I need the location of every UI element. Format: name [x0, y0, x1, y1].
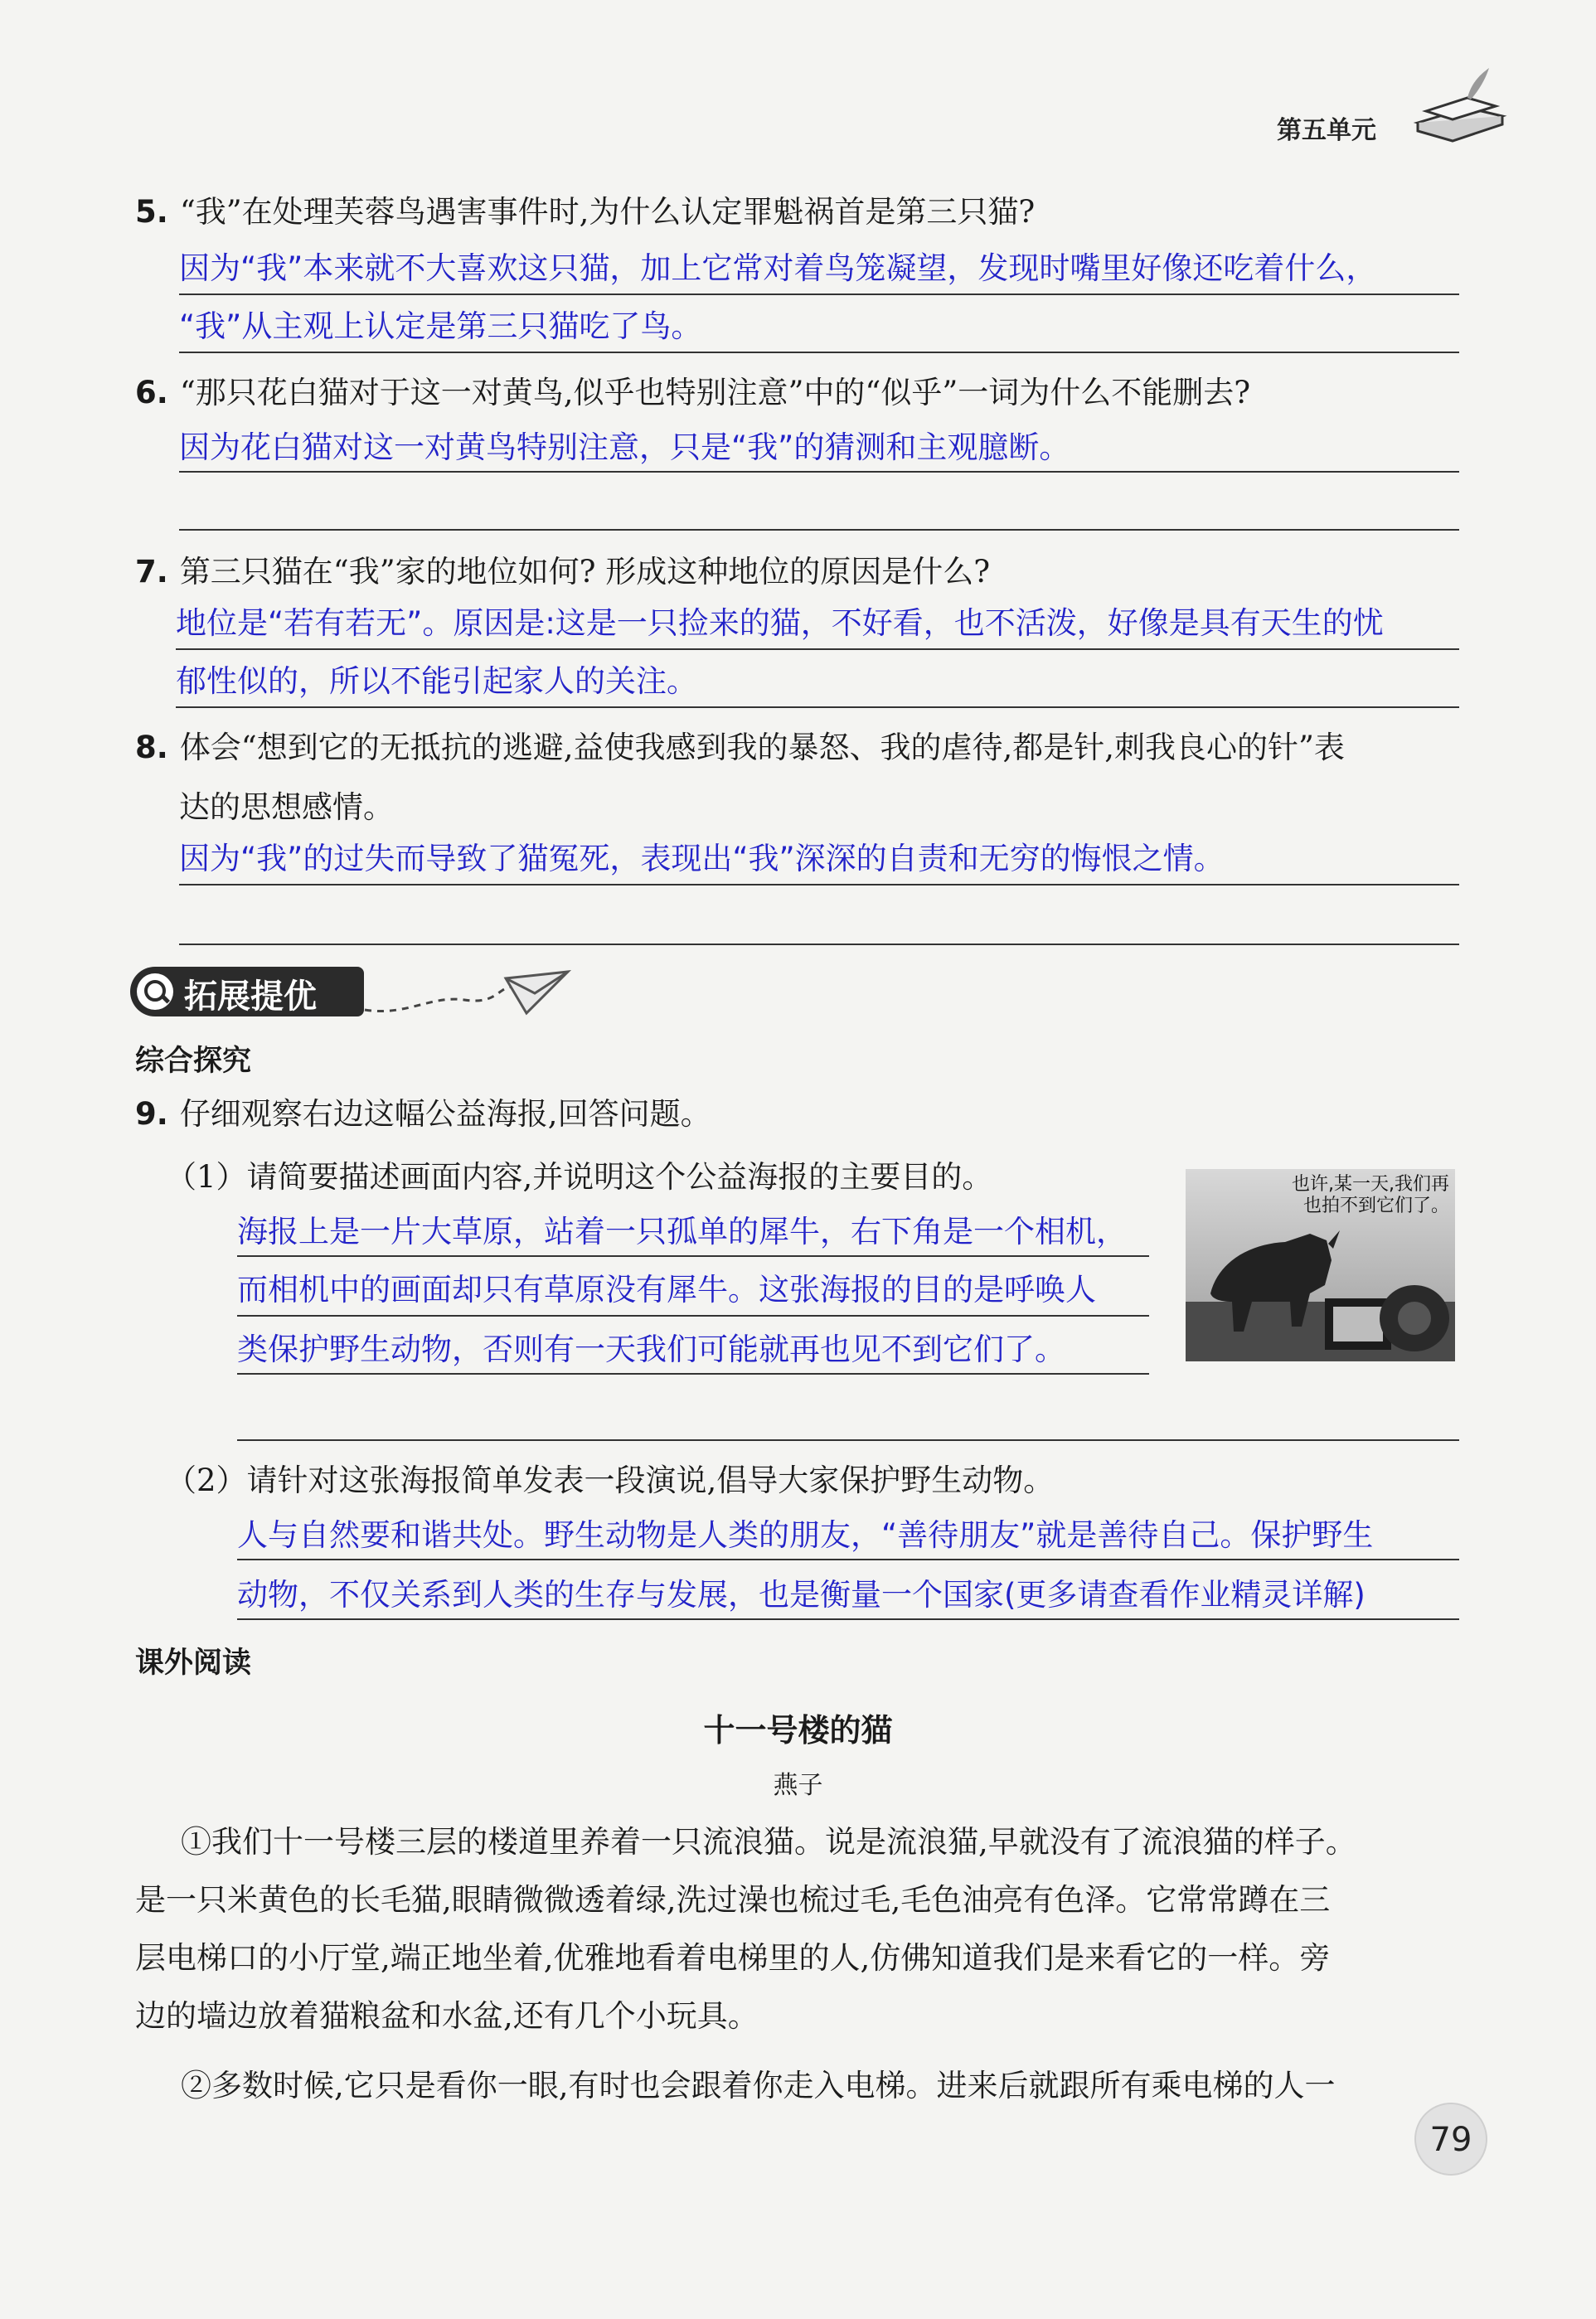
answer-line: 人与自然要和谐共处。野生动物是人类的朋友，“善待朋友”就是善待自己。保护野生: [237, 1517, 1374, 1553]
article-line: 边的墙边放着猫粮盆和水盆,还有几个小玩具。: [135, 1998, 759, 2034]
answer-rule: [237, 1559, 1459, 1560]
answer-line: 动物，不仅关系到人类的生存与发展，也是衡量一个国家(更多请查看作业精灵详解): [237, 1577, 1366, 1613]
answer-rule: [237, 1255, 1149, 1257]
wildlife-poster-image: [1186, 1169, 1455, 1361]
answer-rule: [179, 884, 1459, 885]
answer-line: 因为“我”的过失而导致了猫冤死，表现出“我”深深的自责和无穷的悔恨之情。: [179, 841, 1225, 876]
article-line: 是一只米黄色的长毛猫,眼睛微微透着绿,洗过澡也梳过毛,毛色油亮有色泽。它常常蹲在三: [135, 1882, 1331, 1918]
answer-rule: [179, 944, 1459, 945]
question-text: 体会“想到它的无抵抗的逃避,益使我感到我的暴怒、我的虐待,都是针,刺我良心的针”表: [179, 730, 1345, 765]
answer-line: 因为花白猫对这一对黄鸟特别注意，只是“我”的猜测和主观臆断。: [179, 429, 1070, 465]
subsection-title: 综合探究: [135, 1045, 252, 1078]
answer-rule: [179, 471, 1459, 473]
magnifier-icon: [137, 973, 173, 1010]
answer-rule: [237, 1439, 1459, 1441]
question-8-continued: 达的思想感情。: [179, 789, 394, 825]
question-number: 6.: [135, 375, 168, 410]
article-line: ①我们十一号楼三层的楼道里养着一只流浪猫。说是流浪猫,早就没有了流浪猫的样子。: [181, 1824, 1356, 1860]
question-6: [135, 371, 1250, 415]
question-number: 5.: [135, 194, 168, 230]
poster-caption: 也许,某一天,我们再也拍不到它们了。: [1292, 1174, 1449, 1216]
page-number: 79: [1429, 2121, 1472, 2159]
answer-line: 郁性似的，所以不能引起家人的关注。: [176, 663, 697, 699]
sub-question-2: （2）请针对这张海报简单发表一段演说,倡导大家保护野生动物。: [166, 1463, 1055, 1498]
section-badge-label: 拓展提优: [184, 978, 317, 1016]
question-text: 仔细观察右边这幅公益海报,回答问题。: [179, 1096, 711, 1132]
answer-rule: [179, 352, 1459, 353]
question-9: [135, 1093, 711, 1136]
answer-rule: [176, 706, 1459, 708]
article-author: 燕子: [773, 1771, 823, 1800]
answer-rule: [179, 529, 1459, 531]
question-text: 第三只猫在“我”家的地位如何? 形成这种地位的原因是什么?: [179, 554, 991, 589]
question-5: [135, 191, 1035, 234]
answer-line: 而相机中的画面却只有草原没有犀牛。这张海报的目的是呼唤人: [237, 1272, 1096, 1307]
answer-line: 因为“我”本来就不大喜欢这只猫，加上它常对着鸟笼凝望，发现时嘴里好像还吃着什么，: [179, 250, 1377, 286]
answer-line: “我”从主观上认定是第三只猫吃了鸟。: [179, 308, 702, 344]
question-number: 9.: [135, 1096, 168, 1132]
question-text: “那只花白猫对于这一对黄鸟,似乎也特别注意”中的“似乎”一词为什么不能删去?: [179, 375, 1251, 410]
question-text: “我”在处理芙蓉鸟遇害事件时,为什么认定罪魁祸首是第三只猫?: [179, 194, 1036, 230]
subsection-title: 课外阅读: [135, 1647, 252, 1680]
paper-plane-icon: [357, 962, 572, 1028]
answer-rule: [237, 1373, 1149, 1375]
sub-question-1: （1）请简要描述画面内容,并说明这个公益海报的主要目的。: [166, 1159, 993, 1195]
article-line: 层电梯口的小厅堂,端正地坐着,优雅地看着电梯里的人,仿佛知道我们是来看它的一样。旁: [135, 1940, 1331, 1976]
answer-line: 地位是“若有若无”。原因是:这是一只捡来的猫，不好看，也不活泼，好像是具有天生的忧: [176, 605, 1384, 641]
page-number-badge: [1414, 2103, 1487, 2176]
answer-rule: [237, 1315, 1149, 1317]
answer-rule: [176, 648, 1459, 650]
unit-header: 第五单元: [1277, 116, 1376, 145]
answer-rule: [237, 1618, 1459, 1620]
answer-line: 类保护野生动物，否则有一天我们可能就再也见不到它们了。: [237, 1332, 1065, 1367]
answer-rule: [179, 294, 1459, 295]
question-number: 8.: [135, 730, 168, 765]
books-icon: [1409, 65, 1509, 148]
article-title: 十一号楼的猫: [703, 1712, 893, 1749]
question-8: [135, 726, 1345, 769]
article-line: ②多数时候,它只是看你一眼,有时也会跟着你走入电梯。进来后就跟所有乘电梯的人一: [181, 2068, 1336, 2103]
question-7: [135, 551, 990, 594]
answer-line: 海报上是一片大草原，站着一只孤单的犀牛，右下角是一个相机，: [237, 1214, 1127, 1249]
question-number: 7.: [135, 554, 168, 589]
